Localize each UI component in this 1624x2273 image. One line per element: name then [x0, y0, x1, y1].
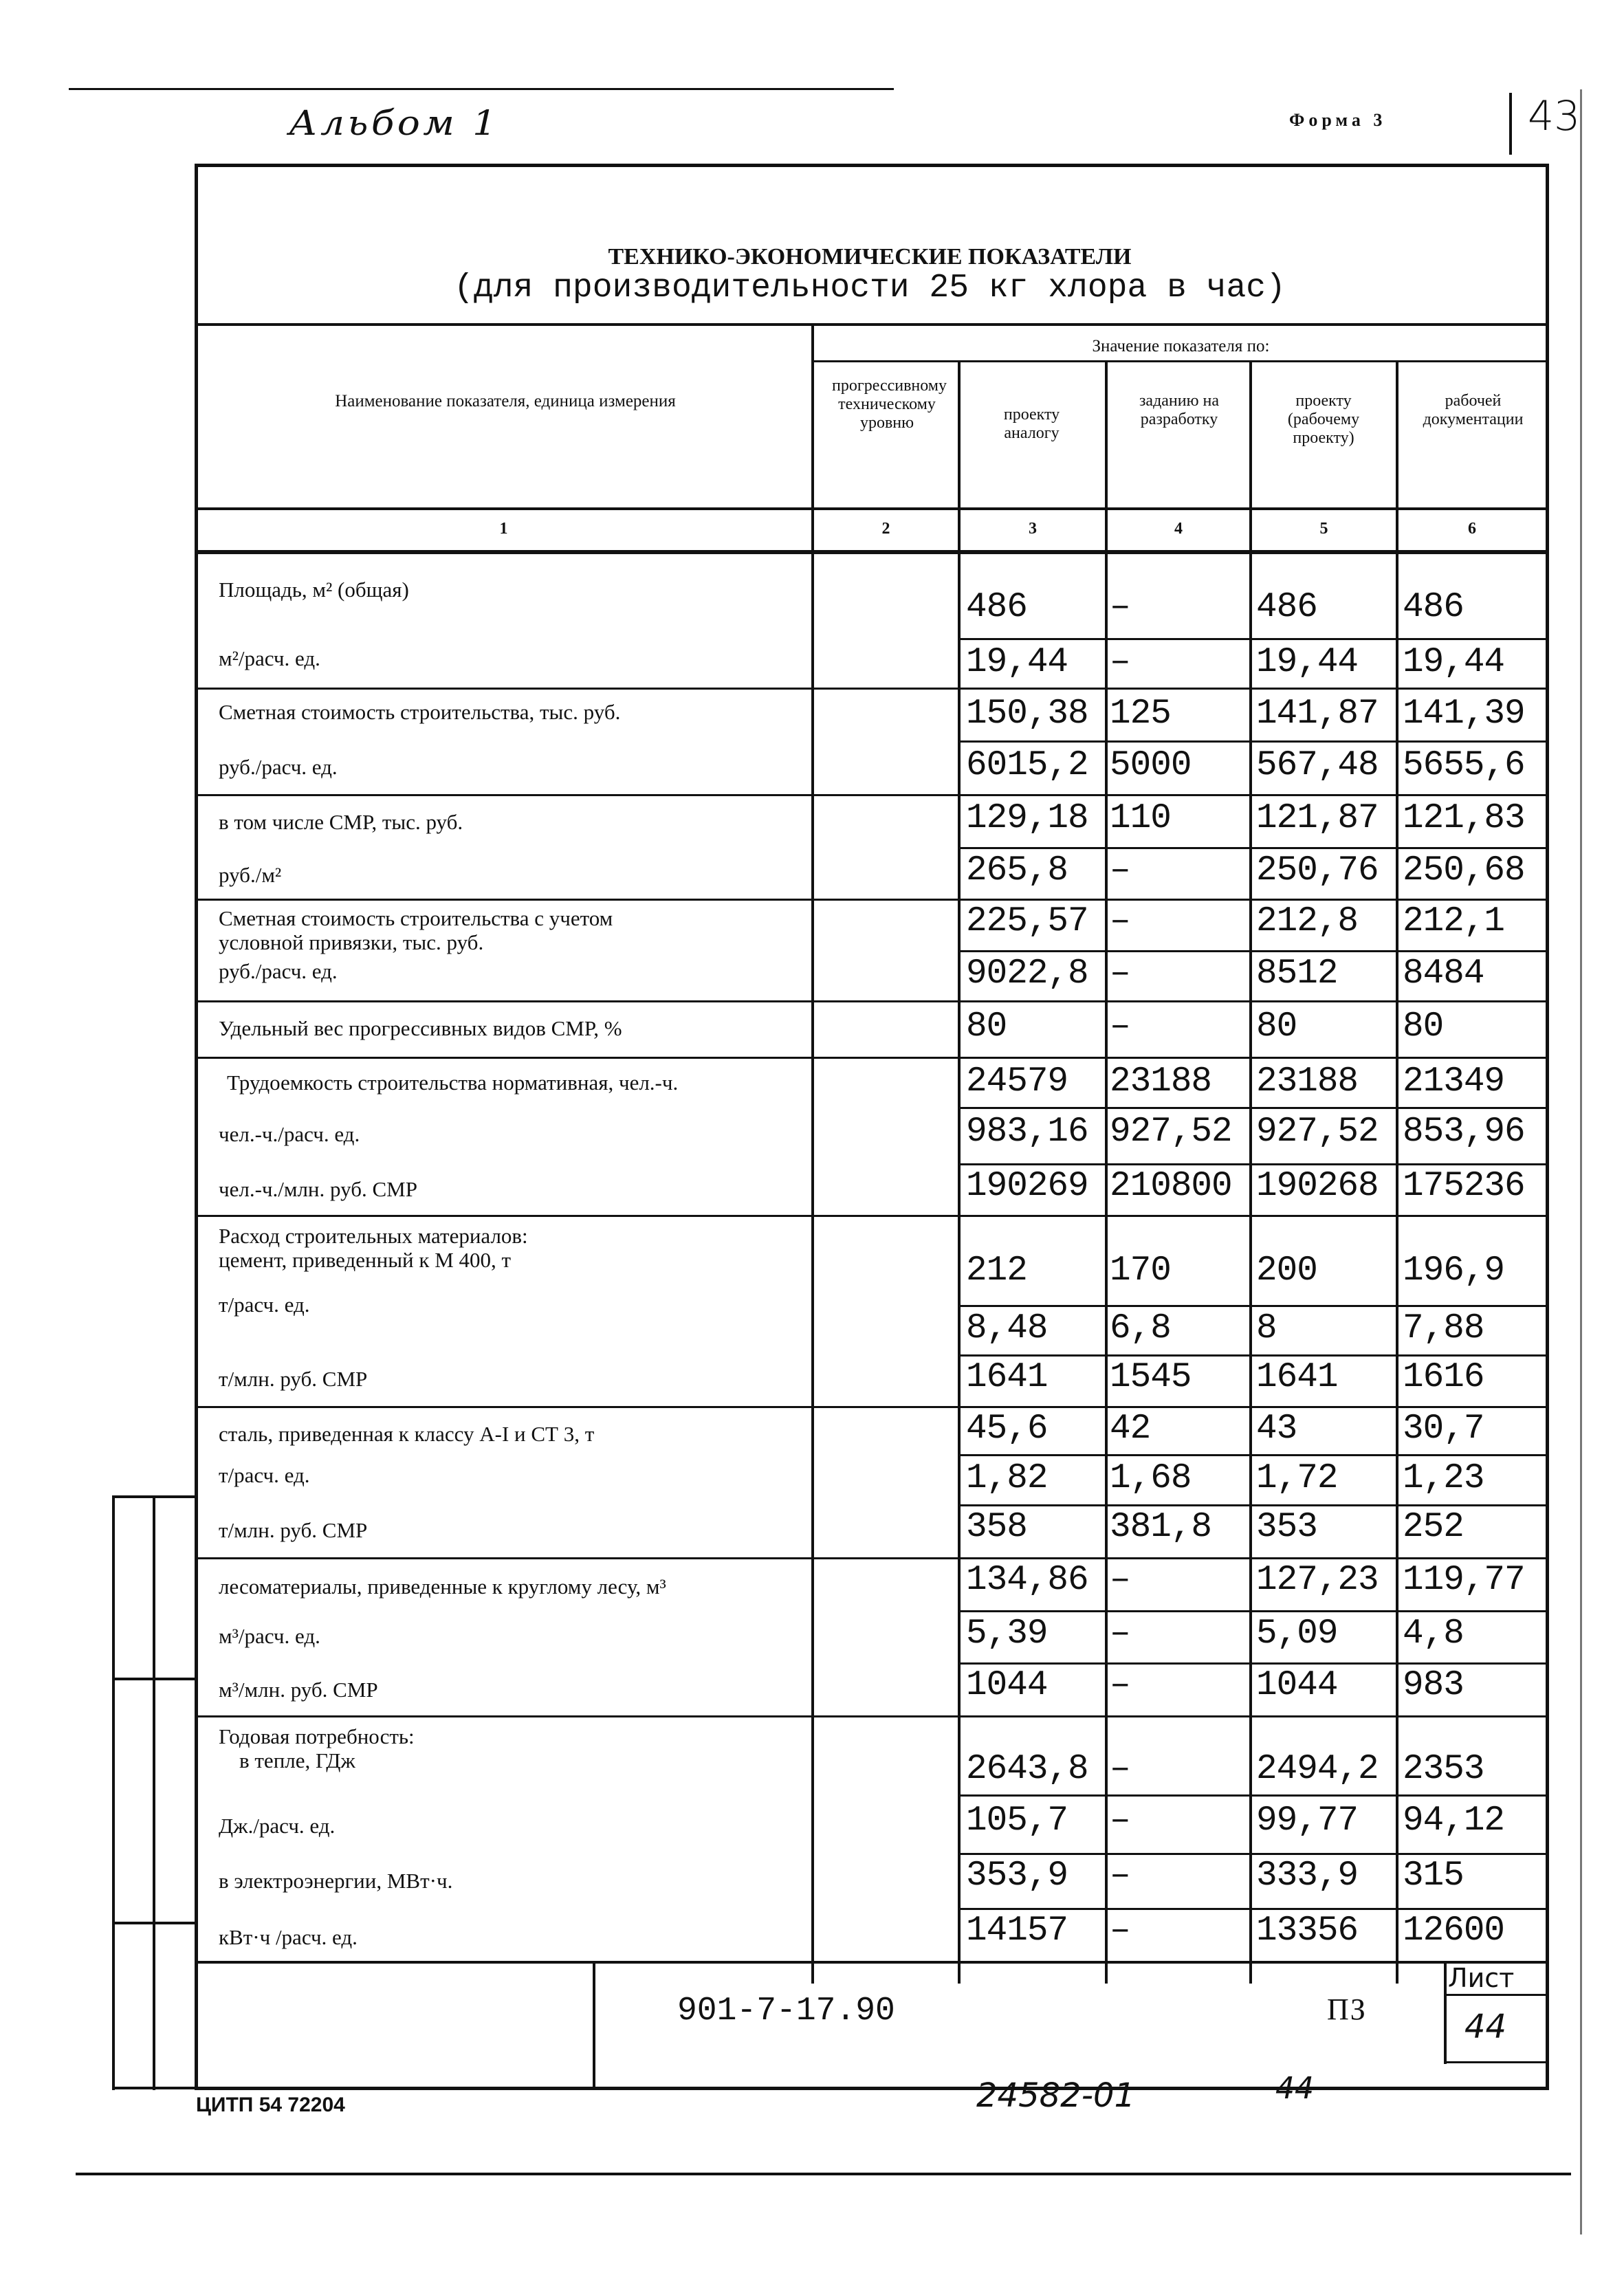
- cell-value-c4: 6,8: [1110, 1309, 1171, 1348]
- row-label: [219, 1422, 594, 1446]
- cell-value-c3: 45,6: [966, 1409, 1048, 1449]
- cell-value-c6: 315: [1403, 1856, 1464, 1896]
- cell-value-c4: –: [1110, 954, 1130, 993]
- col-number: 2: [881, 520, 890, 538]
- cell-value-c4: –: [1110, 588, 1130, 627]
- cell-value-c4: 927,52: [1110, 1112, 1232, 1152]
- row-label: [219, 578, 409, 602]
- cell-value-c6: 983: [1403, 1666, 1464, 1705]
- cell-value-c4: 210800: [1110, 1167, 1232, 1206]
- album-label: Альбом 1: [289, 103, 500, 143]
- cell-value-c4: 23188: [1110, 1062, 1212, 1101]
- col-number: 1: [499, 520, 508, 538]
- cell-value-c6: 19,44: [1403, 643, 1505, 682]
- row-label-line1: Дж./расч. ед.: [219, 1814, 336, 1838]
- cell-value-c5: 1641: [1256, 1358, 1338, 1397]
- cell-value-c6: 5655,6: [1403, 746, 1525, 785]
- cell-value-c3: 983,16: [966, 1112, 1088, 1152]
- cell-value-c6: 21349: [1403, 1062, 1505, 1101]
- cell-value-c6: 853,96: [1403, 1112, 1525, 1152]
- row-label-line1: Годовая потребность:: [219, 1724, 415, 1748]
- column-group-header: Значение показателя по:: [1092, 337, 1270, 355]
- row-label: [219, 1293, 310, 1317]
- cell-value-c6: 175236: [1403, 1167, 1525, 1206]
- cell-value-c6: 141,39: [1403, 694, 1525, 734]
- cell-value-c4: –: [1110, 1666, 1130, 1705]
- row-label: [219, 1367, 367, 1391]
- cell-value-c4: –: [1110, 1801, 1130, 1841]
- cell-value-c5: 353: [1256, 1508, 1317, 1547]
- column-header-project: проекту (рабочему проекту): [1287, 392, 1360, 447]
- cell-value-c4: 1545: [1110, 1358, 1192, 1397]
- row-label-line1: т/расч. ед.: [219, 1463, 310, 1487]
- cell-value-c5: 13356: [1256, 1911, 1359, 1951]
- cell-value-c6: 8484: [1403, 954, 1484, 993]
- cell-value-c6: 250,68: [1403, 851, 1525, 890]
- row-label-line1: Площадь, м² (общая): [219, 578, 409, 602]
- cell-value-c3: 190269: [966, 1167, 1088, 1206]
- row-label-line1: Сметная стоимость строительства, тыс. руб.: [219, 700, 621, 724]
- column-header-analog: проекту аналогу: [1003, 406, 1060, 442]
- page-number: 43: [1528, 92, 1581, 140]
- cell-value-c3: 2643,8: [966, 1750, 1088, 1789]
- row-label: [219, 1925, 358, 1949]
- row-label: [219, 1224, 528, 1272]
- cell-value-c3: 486: [966, 588, 1027, 627]
- cell-value-c4: 42: [1110, 1409, 1151, 1449]
- row-label-line1: Трудоемкость строительства нормативная, чел.-ч.: [227, 1070, 679, 1095]
- cell-value-c6: 1616: [1403, 1358, 1484, 1397]
- row-label: [219, 1463, 310, 1487]
- row-label-line1: кВт·ч /расч. ед.: [219, 1925, 358, 1949]
- row-label: [219, 959, 338, 983]
- row-label-line1: руб./расч. ед.: [219, 959, 338, 983]
- cell-value-c4: 125: [1110, 694, 1171, 734]
- form-label: Форма 3: [1289, 110, 1387, 130]
- cell-value-c5: 5,09: [1256, 1614, 1338, 1654]
- cell-value-c6: 121,83: [1403, 799, 1525, 838]
- row-label: [219, 1518, 367, 1542]
- cell-value-c3: 5,39: [966, 1614, 1048, 1654]
- cell-value-c5: 99,77: [1256, 1801, 1359, 1841]
- row-label-line1: т/млн. руб. СМР: [219, 1518, 368, 1542]
- title-subtitle: (для производительности 25 кг хлора в час): [454, 270, 1286, 307]
- cell-value-c6: 212,1: [1403, 902, 1505, 941]
- cell-value-c6: 2353: [1403, 1750, 1484, 1789]
- col-number: 4: [1174, 520, 1183, 538]
- section-code: ПЗ: [1327, 1992, 1367, 2026]
- cell-value-c4: –: [1110, 851, 1130, 890]
- row-label: [219, 810, 463, 834]
- title-main: ТЕХНИКО-ЭКОНОМИЧЕСКИЕ ПОКАЗАТЕЛИ: [608, 244, 1132, 270]
- row-label-line2: условной привязки, тыс. руб.: [219, 930, 484, 954]
- cell-value-c3: 1,82: [966, 1459, 1048, 1498]
- cell-value-c5: 333,9: [1256, 1856, 1359, 1896]
- row-label-line1: в том числе СМР, тыс. руб.: [219, 810, 463, 834]
- row-label-line1: Расход строительных материалов:: [219, 1224, 528, 1248]
- row-label-line1: т/расч. ед.: [219, 1293, 310, 1317]
- row-label: [219, 1724, 415, 1772]
- row-label: [219, 1016, 622, 1040]
- row-label: [219, 1678, 378, 1702]
- cell-value-c5: 567,48: [1256, 746, 1379, 785]
- cell-value-c5: 927,52: [1256, 1112, 1379, 1152]
- cell-value-c6: 12600: [1403, 1911, 1505, 1951]
- cell-value-c3: 129,18: [966, 799, 1088, 838]
- cell-value-c5: 121,87: [1256, 799, 1379, 838]
- row-label: [219, 646, 320, 670]
- row-label-line1: руб./расч. ед.: [219, 755, 338, 779]
- row-label-line1: Сметная стоимость строительства с учетом: [219, 906, 613, 930]
- cell-value-c4: –: [1110, 1750, 1130, 1789]
- cell-value-c4: 381,8: [1110, 1508, 1212, 1547]
- row-label: [219, 906, 613, 954]
- col-number: 6: [1468, 520, 1476, 538]
- cell-value-c6: 196,9: [1403, 1251, 1505, 1291]
- cell-value-c3: 134,86: [966, 1561, 1088, 1600]
- cell-value-c5: 23188: [1256, 1062, 1359, 1101]
- row-label-line1: чел.-ч./расч. ед.: [219, 1122, 360, 1146]
- cell-value-c5: 486: [1256, 588, 1317, 627]
- cell-value-c4: –: [1110, 1007, 1130, 1046]
- cell-value-c3: 6015,2: [966, 746, 1088, 785]
- row-label-line1: м²/расч. ед.: [219, 646, 320, 670]
- sheet-number: 44: [1464, 2008, 1507, 2046]
- cell-value-c3: 358: [966, 1508, 1027, 1547]
- cell-value-c5: 1,72: [1256, 1459, 1338, 1498]
- cell-value-c5: 80: [1256, 1007, 1297, 1046]
- cell-value-c6: 486: [1403, 588, 1464, 627]
- cell-value-c4: –: [1110, 1856, 1130, 1896]
- cell-value-c4: 5000: [1110, 746, 1192, 785]
- cell-value-c3: 1044: [966, 1666, 1048, 1705]
- column-header-task: заданию на разработку: [1139, 392, 1220, 428]
- cell-value-c5: 250,76: [1256, 851, 1379, 890]
- row-label-line1: руб./м²: [219, 863, 282, 887]
- cell-value-c5: 200: [1256, 1251, 1317, 1291]
- cell-value-c6: 119,77: [1403, 1561, 1525, 1600]
- row-label-line2: в тепле, ГДж: [239, 1748, 355, 1772]
- cell-value-c4: 110: [1110, 799, 1171, 838]
- cell-value-c3: 105,7: [966, 1801, 1068, 1841]
- col-number: 5: [1319, 520, 1328, 538]
- cell-value-c6: 7,88: [1403, 1309, 1484, 1348]
- row-label: [219, 1122, 360, 1146]
- cell-value-c3: 14157: [966, 1911, 1068, 1951]
- cell-value-c5: 1044: [1256, 1666, 1338, 1705]
- document-code: 901-7-17.90: [677, 1992, 895, 2030]
- row-label: [219, 1574, 666, 1599]
- cell-value-c4: 170: [1110, 1251, 1171, 1291]
- cell-value-c5: 8: [1256, 1309, 1277, 1348]
- cell-value-c3: 80: [966, 1007, 1007, 1046]
- row-label: [219, 1869, 452, 1893]
- row-label: [219, 1177, 417, 1201]
- row-label: [219, 700, 620, 724]
- row-label: [219, 1624, 320, 1648]
- column-header-name: Наименование показателя, единица измерения: [335, 392, 676, 410]
- cell-value-c6: 1,23: [1403, 1459, 1484, 1498]
- cell-value-c4: –: [1110, 1614, 1130, 1654]
- printer-mark: ЦИТП 54 72204: [196, 2094, 345, 2116]
- inventory-number: 24582-01: [976, 2076, 1136, 2115]
- cell-value-c6: 30,7: [1403, 1409, 1484, 1449]
- cell-value-c4: 1,68: [1110, 1459, 1192, 1498]
- cell-value-c3: 353,9: [966, 1856, 1068, 1896]
- row-label: [219, 755, 338, 779]
- column-header-docs: рабочей документации: [1423, 392, 1524, 428]
- cell-value-c6: 94,12: [1403, 1801, 1505, 1841]
- cell-value-c6: 252: [1403, 1508, 1464, 1547]
- cell-value-c4: –: [1110, 1911, 1130, 1951]
- cell-value-c3: 265,8: [966, 851, 1068, 890]
- row-label-line1: сталь, приведенная к классу А-I и СТ 3, т: [219, 1422, 595, 1446]
- sheet-label: Лист: [1448, 1963, 1515, 1993]
- row-label-line2: цемент, приведенный к М 400, т: [219, 1248, 512, 1272]
- cell-value-c4: –: [1110, 902, 1130, 941]
- row-label-line1: т/млн. руб. СМР: [219, 1367, 368, 1391]
- row-label-line1: в электроэнергии, МВт·ч.: [219, 1869, 453, 1893]
- cell-value-c5: 212,8: [1256, 902, 1359, 941]
- cell-value-c5: 127,23: [1256, 1561, 1379, 1600]
- col-number: 3: [1029, 520, 1037, 538]
- cell-value-c3: 9022,8: [966, 954, 1088, 993]
- row-label-line1: м³/расч. ед.: [219, 1624, 320, 1648]
- cell-value-c3: 212: [966, 1251, 1027, 1291]
- row-label-line1: чел.-ч./млн. руб. СМР: [219, 1177, 417, 1201]
- cell-value-c6: 4,8: [1403, 1614, 1464, 1654]
- cell-value-c5: 141,87: [1256, 694, 1379, 734]
- column-header-progressive: прогрессивному техническому уровню: [832, 377, 947, 432]
- cell-value-c3: 24579: [966, 1062, 1068, 1101]
- cell-value-c5: 8512: [1256, 954, 1338, 993]
- cell-value-c4: –: [1110, 643, 1130, 682]
- cell-value-c3: 19,44: [966, 643, 1068, 682]
- row-label-line1: лесоматериалы, приведенные к круглому лесу, м³: [219, 1574, 666, 1599]
- cell-value-c3: 1641: [966, 1358, 1048, 1397]
- cell-value-c5: 19,44: [1256, 643, 1359, 682]
- cell-value-c3: 8,48: [966, 1309, 1048, 1348]
- cell-value-c5: 43: [1256, 1409, 1297, 1449]
- row-label: [227, 1070, 678, 1095]
- cell-value-c6: 80: [1403, 1007, 1444, 1046]
- row-label-line1: Удельный вес прогрессивных видов СМР, %: [219, 1016, 622, 1040]
- handwritten-page: 44: [1275, 2071, 1314, 2106]
- row-label: [219, 863, 281, 887]
- row-label-line1: м³/млн. руб. СМР: [219, 1678, 378, 1702]
- cell-value-c5: 190268: [1256, 1167, 1379, 1206]
- cell-value-c3: 225,57: [966, 902, 1088, 941]
- cell-value-c5: 2494,2: [1256, 1750, 1379, 1789]
- row-label: [219, 1814, 335, 1838]
- cell-value-c3: 150,38: [966, 694, 1088, 734]
- cell-value-c4: –: [1110, 1561, 1130, 1600]
